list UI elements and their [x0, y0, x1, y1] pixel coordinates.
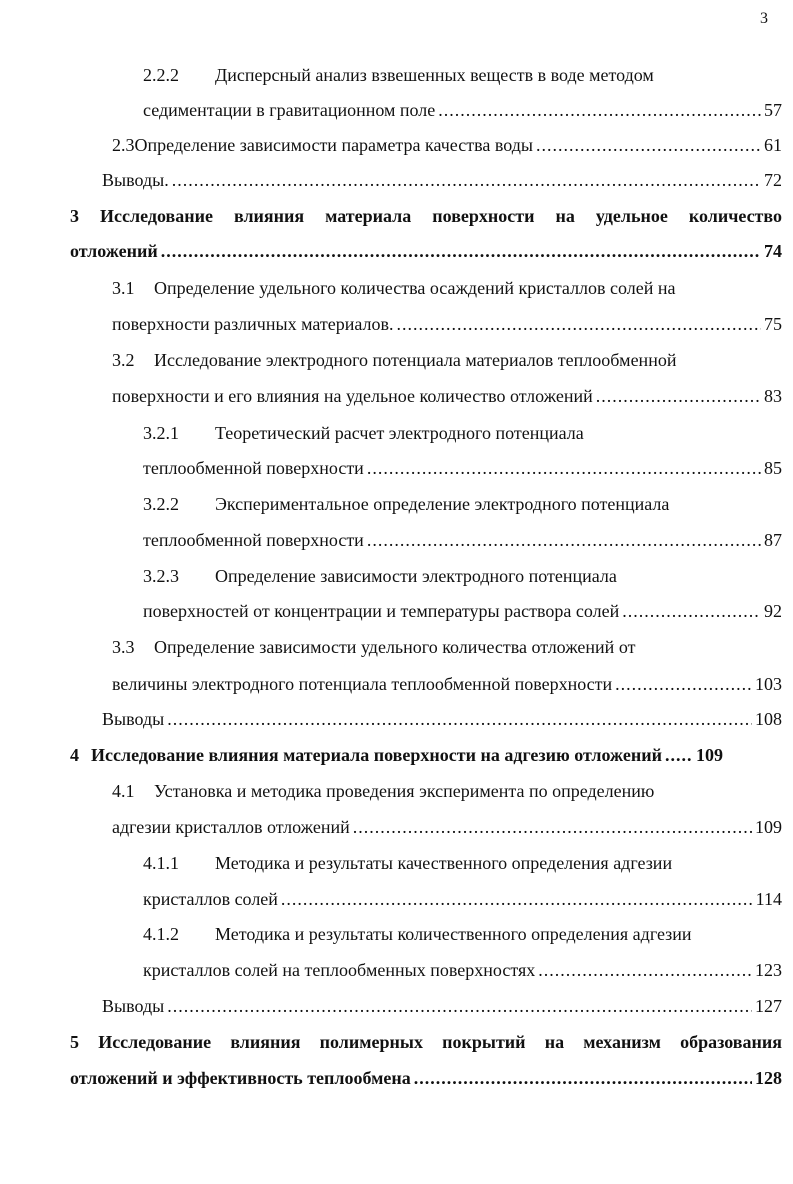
toc-leader-dots: [367, 454, 761, 482]
toc-number: 4.1.2: [143, 924, 179, 944]
toc-title: поверхности и его влияния на удельное количество отложений: [112, 386, 593, 406]
toc-leader-dots: [167, 705, 752, 733]
toc-title: Теоретический расчет электродного потенциала: [215, 423, 584, 443]
toc-entry-3-3-cont: [112, 670, 782, 698]
toc-number: 2.2.2: [143, 65, 179, 85]
toc-chapter-5: 5 Исследование влияния полимерных покрытий на механизм образования: [70, 1032, 782, 1052]
toc-entry-3-2-1: [143, 419, 782, 447]
toc-page: 114: [755, 889, 782, 909]
toc-title: Определение зависимости удельного количества отложений от: [154, 637, 636, 657]
toc-entry-3-2-2-cont: [143, 526, 782, 554]
toc-title: Методика и результаты количественного определения адгезии: [215, 924, 692, 944]
toc-entry-3-3: [112, 633, 782, 661]
toc-title: Методика и результаты качественного определения адгезии: [215, 853, 673, 873]
toc-page: 85: [764, 458, 782, 478]
toc-leader-dots: [172, 166, 761, 194]
toc-number: 4.1: [112, 781, 135, 801]
page-number: 3: [760, 10, 768, 27]
toc-leader-dots: [367, 526, 761, 554]
toc-title: Дисперсный анализ взвешенных веществ в воде методом: [215, 65, 654, 85]
toc-title: Выводы: [102, 709, 165, 729]
toc-title: Исследование электродного потенциала материалов теплообменной: [154, 350, 677, 370]
toc-entry-conclusions-4: [102, 992, 782, 1020]
toc-page: 57: [764, 100, 782, 120]
toc-chapter-3-cont: [70, 237, 782, 265]
toc-entry-3-1: [112, 274, 782, 302]
toc-title: Определение удельного количества осаждений кристаллов солей на: [154, 278, 676, 298]
toc-entry-4-1-2-cont: [143, 956, 782, 984]
toc-entry-3-2-1-cont: [143, 454, 782, 482]
toc-entry-3-2-3: [143, 562, 782, 590]
toc-leader-dots: [414, 1064, 752, 1092]
toc-chapter-3: 3 Исследование влияния материала поверхности на удельное количество: [70, 206, 782, 226]
toc-entry-4-1-cont: [112, 813, 782, 841]
toc-entry-2-2-2: [143, 61, 782, 89]
toc-entry-3-2-cont: [112, 382, 782, 410]
toc-page: 103: [755, 674, 782, 694]
toc-leader-dots: [167, 992, 752, 1020]
toc-number: 3.2: [112, 350, 135, 370]
toc-entry-4-1: [112, 777, 782, 805]
toc-page: 123: [755, 960, 782, 980]
toc-title: отложений и эффективность теплообмена: [70, 1068, 411, 1088]
toc-leader-dots: [538, 956, 752, 984]
toc-number: 3.3: [112, 637, 135, 657]
toc-page: 87: [764, 530, 782, 550]
toc-entry-3-2: [112, 346, 782, 374]
toc-page: 109: [755, 817, 782, 837]
toc-entry-4-1-2: [143, 920, 782, 948]
toc-entry-4-1-1: [143, 849, 782, 877]
toc-title: теплообменной поверхности: [143, 530, 364, 550]
toc-title: поверхности различных материалов.: [112, 314, 394, 334]
toc-entry-2-3: [112, 131, 782, 159]
toc-leader-dots: [615, 670, 752, 698]
toc-page: 92: [764, 601, 782, 621]
toc-page: 109: [695, 745, 723, 765]
toc-title: Экспериментальное определение электродного потенциала: [215, 494, 670, 514]
toc-title: седиментации в гравитационном поле: [143, 100, 436, 120]
toc-leader-dots: [536, 131, 761, 159]
toc-title: Определение зависимости электродного потенциала: [215, 566, 617, 586]
toc-page: 128: [755, 1068, 782, 1088]
toc-number: 3.2.2: [143, 494, 179, 514]
toc-leader-dots: [397, 310, 762, 338]
toc-title: отложений: [70, 241, 158, 261]
toc-title: теплообменной поверхности: [143, 458, 364, 478]
toc-page: 74: [764, 241, 782, 261]
toc-title: Выводы.: [102, 170, 169, 190]
toc-number: 4: [70, 745, 79, 765]
toc-title: Исследование влияния материала поверхности на адгезию отложений: [91, 745, 662, 765]
toc-number: 2.3: [112, 135, 135, 155]
toc-page: 72: [764, 170, 782, 190]
toc-leader-dots: [353, 813, 752, 841]
toc-title: кристаллов солей на теплообменных поверхностях: [143, 960, 536, 980]
toc-entry-conclusions-3: [102, 705, 782, 733]
toc-number: 3.2.1: [143, 423, 179, 443]
toc-title: Установка и методика проведения эксперимента по определению: [154, 781, 655, 801]
toc-title: адгезии кристаллов отложений: [112, 817, 350, 837]
toc-entry-3-2-2: [143, 490, 782, 518]
toc-page: 108: [755, 709, 782, 729]
toc-entry-conclusions-2: [102, 166, 782, 194]
toc-entry-3-1-cont: [112, 310, 782, 338]
toc-title: величины электродного потенциала теплообменной поверхности: [112, 674, 613, 694]
toc-title: Выводы: [102, 996, 165, 1016]
toc-entry-2-2-2-cont: [143, 96, 782, 124]
toc-number: 3.2.3: [143, 566, 179, 586]
toc-title: Определение зависимости параметра качества воды: [134, 135, 533, 155]
toc-page: 83: [764, 386, 782, 406]
toc-entry-4-1-1-cont: [143, 885, 782, 913]
toc-entry-3-2-3-cont: [143, 597, 782, 625]
toc-leader-dots: [161, 237, 761, 265]
toc-chapter-5-cont: [70, 1064, 782, 1092]
toc-chapter-4: [70, 741, 782, 769]
toc-page: 61: [764, 135, 782, 155]
toc-leader-dots: [622, 597, 761, 625]
toc-leader-dots: [438, 96, 761, 124]
toc-leader-dots: [665, 741, 693, 769]
toc-title: кристаллов солей: [143, 889, 278, 909]
toc-page: 75: [764, 314, 782, 334]
toc-title: поверхностей от концентрации и температуры раствора солей: [143, 601, 620, 621]
toc-number: 3.1: [112, 278, 135, 298]
toc-page: 127: [755, 996, 782, 1016]
toc-leader-dots: [281, 885, 753, 913]
toc-leader-dots: [596, 382, 761, 410]
toc-number: 4.1.1: [143, 853, 179, 873]
